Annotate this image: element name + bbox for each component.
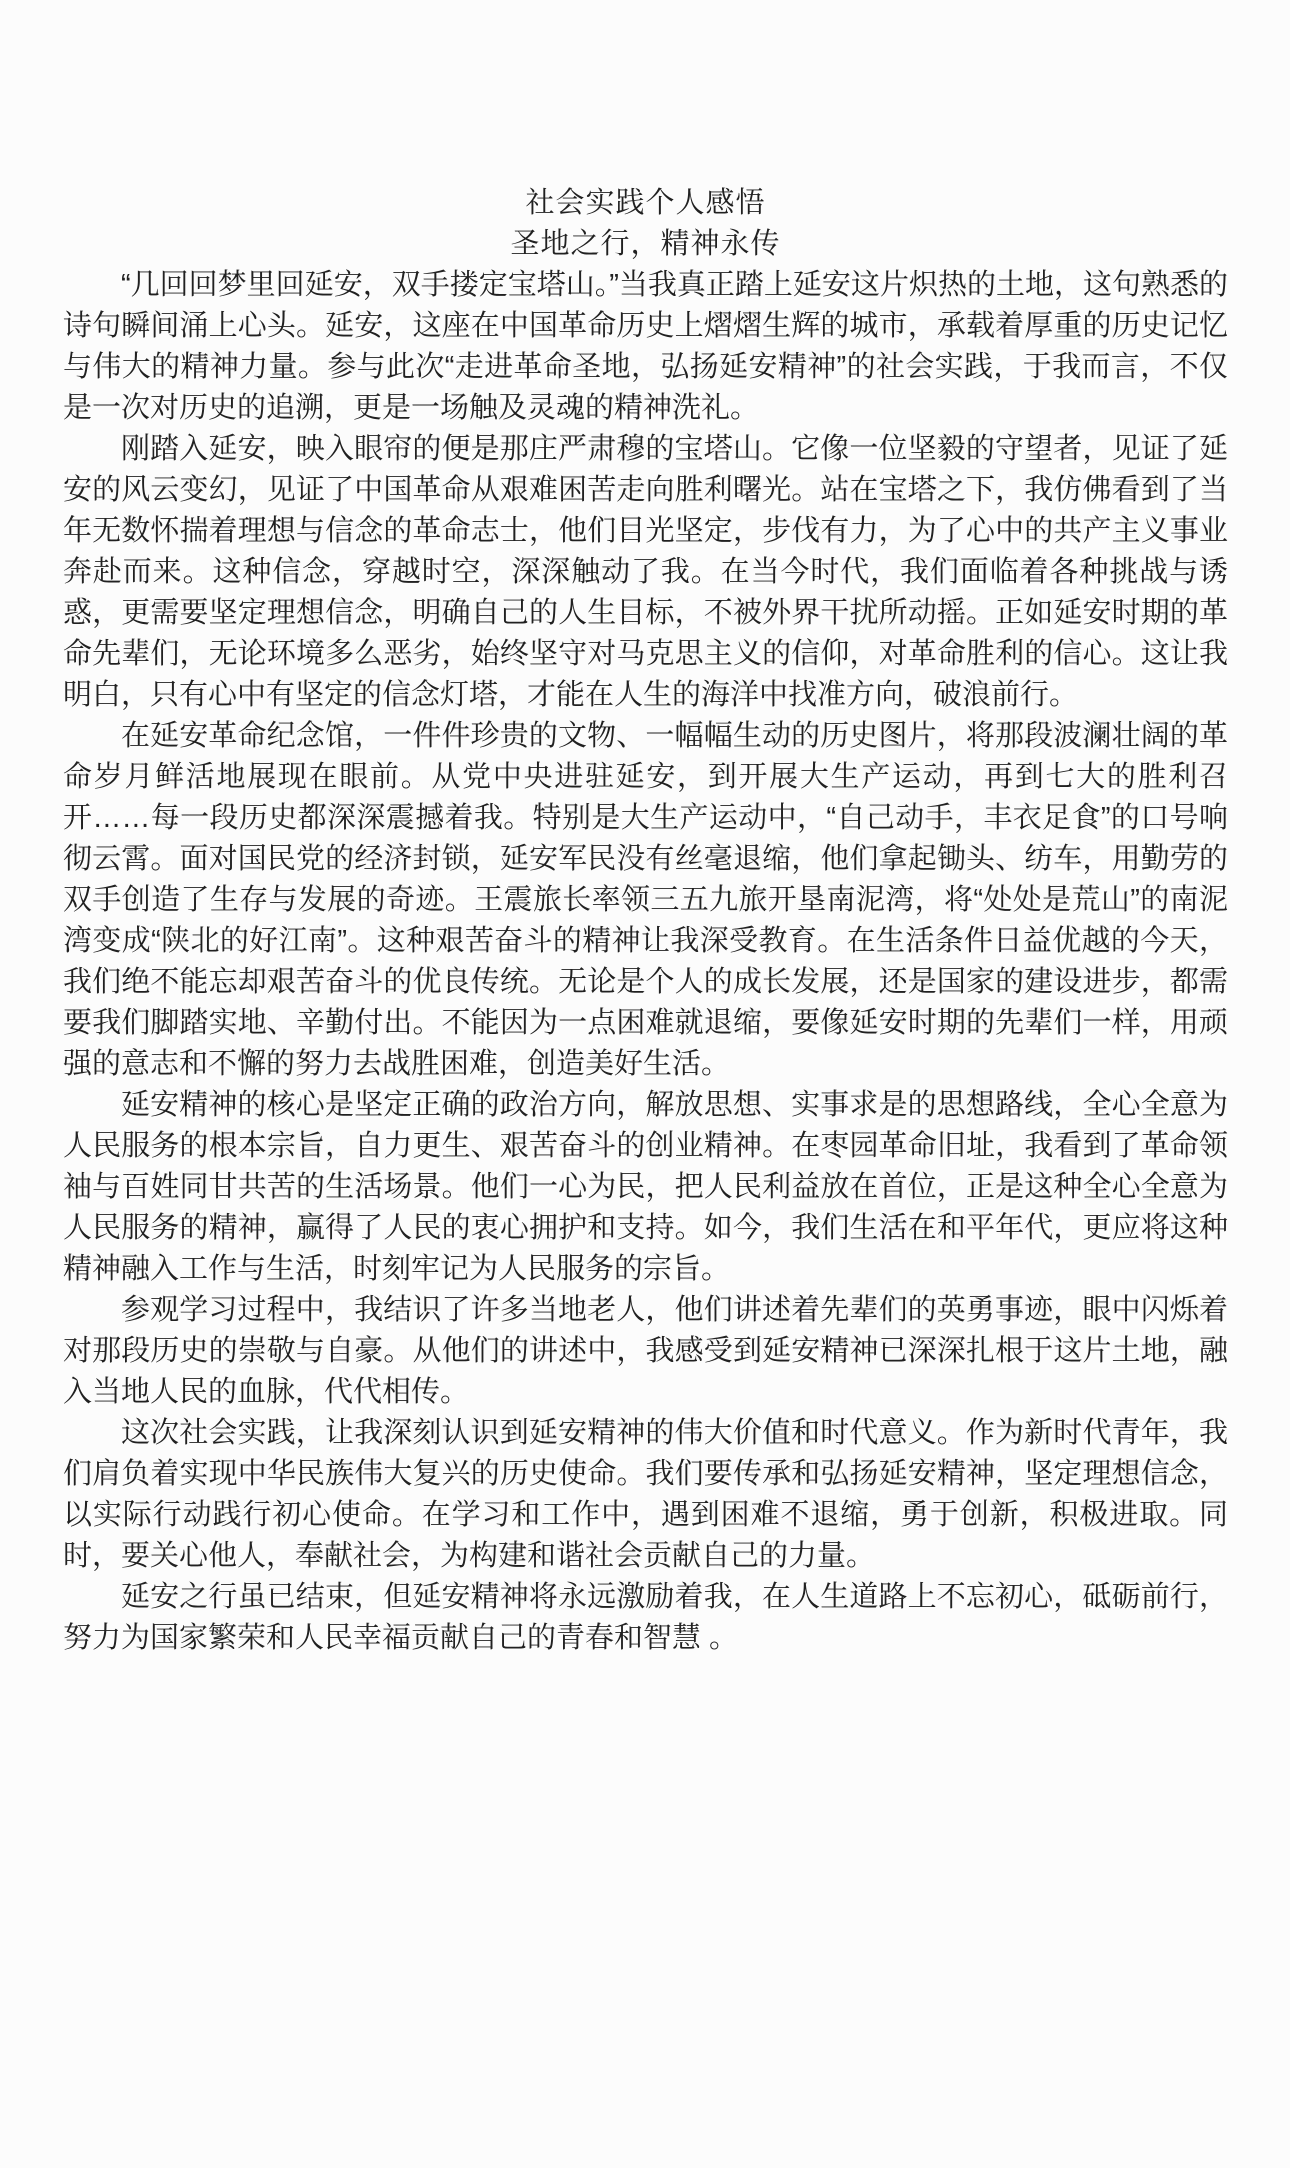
paragraph-1: “几回回梦里回延安，双手搂定宝塔山。”当我真正踏上延安这片炽热的土地，这句熟悉的诗句瞬间涌上心头。延安，这座在中国革命历史上熠熠生辉的城市，承载着厚重的历史记忆与伟大的精神力量。参与此次“走进革命圣地，弘扬延安精神”的社会实践，于我而言，不仅是一次对历史的追溯，更是一场触及灵魂的精神洗礼。 <box>63 269 1228 424</box>
document-title: 社会实践个人感悟 <box>525 187 766 219</box>
paragraph-5: 参观学习过程中，我结识了许多当地老人，他们讲述着先辈们的英勇事迹，眼中闪烁着对那段历史的崇敬与自豪。从他们的讲述中，我感受到延安精神已深深扎根于这片土地，融入当地人民的血脉，代代相传。 <box>63 1294 1228 1408</box>
paragraph-3: 在延安革命纪念馆，一件件珍贵的文物、一幅幅生动的历史图片，将那段波澜壮阔的革命岁月鲜活地展现在眼前。从党中央进驻延安，到开展大生产运动，再到七大的胜利召开……每一段历史都深深震撼着我。特别是大生产运动中，“自己动手，丰衣足食”的口号响彻云霄。面对国民党的经济封锁，延安军民没有丝毫退缩，他们拿起锄头、纺车，用勤劳的双手创造了生存与发展的奇迹。王震旅长率领三五九旅开垦南泥湾，将“处处是荒山”的南泥湾变成“陕北的好江南”。这种艰苦奋斗的精神让我深受教育。在生活条件日益优越的今天，我们绝不能忘却艰苦奋斗的优良传统。无论是个人的成长发展，还是国家的建设进步，都需要我们脚踏实地、辛勤付出。不能因为一点困难就退缩，要像延安时期的先辈们一样，用顽强的意志和不懈的努力去战胜困难，创造美好生活。 <box>63 720 1228 1080</box>
document-subtitle: 圣地之行，精神永传 <box>510 228 781 260</box>
paragraph-6: 这次社会实践，让我深刻认识到延安精神的伟大价值和时代意义。作为新时代青年，我们肩负着实现中华民族伟大复兴的历史使命。我们要传承和弘扬延安精神，坚定理想信念，以实际行动践行初心使命。在学习和工作中，遇到困难不退缩，勇于创新，积极进取。同时，要关心他人，奉献社会，为构建和谐社会贡献自己的力量。 <box>63 1417 1228 1572</box>
paragraph-7: 延安之行虽已结束，但延安精神将永远激励着我，在人生道路上不忘初心，砥砺前行，努力为国家繁荣和人民幸福贡献自己的青春和智慧 。 <box>63 1581 1228 1654</box>
document-body <box>63 265 1228 1659</box>
paragraph-2: 刚踏入延安，映入眼帘的便是那庄严肃穆的宝塔山。它像一位坚毅的守望者，见证了延安的风云变幻，见证了中国革命从艰难困苦走向胜利曙光。站在宝塔之下，我仿佛看到了当年无数怀揣着理想与信念的革命志士，他们目光坚定，步伐有力，为了心中的共产主义事业奔赴而来。这种信念，穿越时空，深深触动了我。在当今时代，我们面临着各种挑战与诱惑，更需要坚定理想信念，明确自己的人生目标，不被外界干扰所动摇。正如延安时期的革命先辈们，无论环境多么恶劣，始终坚守对马克思主义的信仰，对革命胜利的信心。这让我明白，只有心中有坚定的信念灯塔，才能在人生的海洋中找准方向，破浪前行。 <box>63 433 1228 711</box>
paragraph-4: 延安精神的核心是坚定正确的政治方向，解放思想、实事求是的思想路线，全心全意为人民服务的根本宗旨，自力更生、艰苦奋斗的创业精神。在枣园革命旧址，我看到了革命领袖与百姓同甘共苦的生活场景。他们一心为民，把人民利益放在首位，正是这种全心全意为人民服务的精神，赢得了人民的衷心拥护和支持。如今，我们生活在和平年代，更应将这种精神融入工作与生活，时刻牢记为人民服务的宗旨。 <box>63 1089 1228 1285</box>
